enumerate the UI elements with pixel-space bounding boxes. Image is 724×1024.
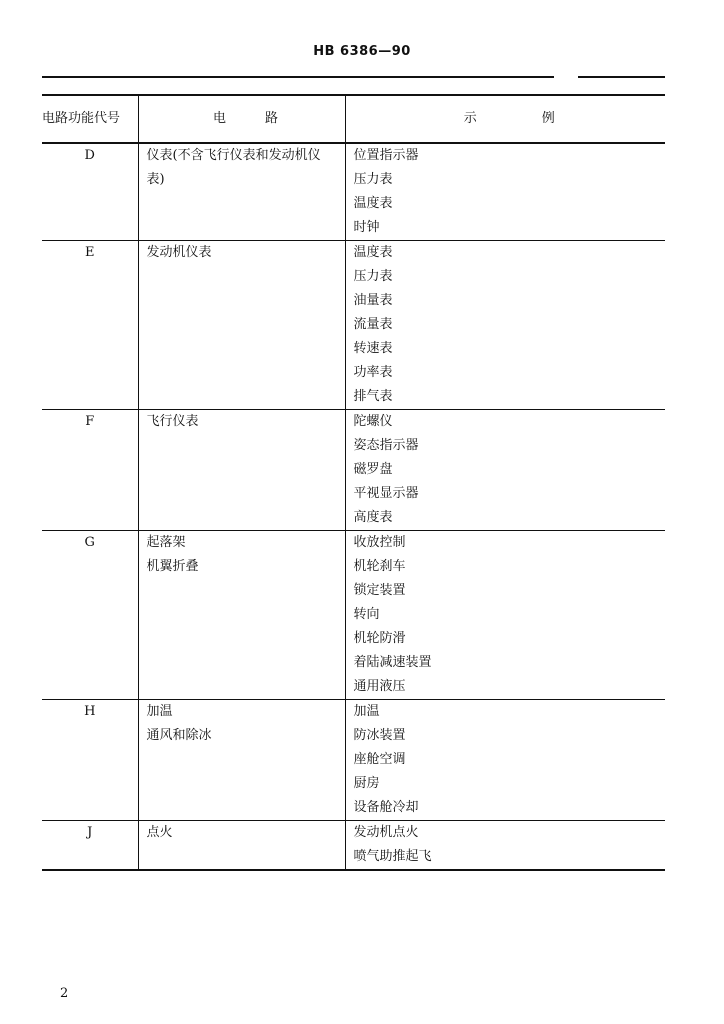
circuit-code-cell: G [42,531,138,700]
example-item: 座舱空调 [353,752,406,767]
example-item: 压力表 [353,172,393,187]
example-item: 姿态指示器 [353,438,419,453]
example-item: 压力表 [353,269,393,284]
example-item: 转向 [353,607,380,622]
circuit-line: 机翼折叠 [146,559,199,574]
circuit-function-table [42,94,665,871]
example-item: 厨房 [353,776,380,791]
examples-cell [345,241,665,410]
table-row [42,700,665,821]
table-row [42,821,665,871]
circuit-cell [138,821,345,871]
table-row [42,143,665,241]
examples-cell [345,700,665,821]
circuit-code-cell: H [42,700,138,821]
example-item: 锁定装置 [353,583,406,598]
example-item: 加温 [353,704,380,719]
example-item: 高度表 [353,510,393,525]
circuit-cell [138,700,345,821]
circuit-line: 飞行仪表 [146,414,199,429]
circuit-code-cell: F [42,410,138,531]
example-item: 发动机点火 [353,825,419,840]
column-header-examples: 示 例 [345,95,665,143]
example-item: 流量表 [353,317,393,332]
column-header-circuit: 电 路 [138,95,345,143]
circuit-code-cell: D [42,143,138,241]
example-item: 陀螺仪 [353,414,393,429]
header-rule-right [578,76,665,78]
table-row [42,241,665,410]
circuit-cell [138,241,345,410]
example-item: 转速表 [353,341,393,356]
circuit-code-cell: J [42,821,138,871]
example-item: 磁罗盘 [353,462,393,477]
example-item: 收放控制 [353,535,406,550]
example-item: 时钟 [353,220,380,235]
example-item: 平视显示器 [353,486,419,501]
table-row [42,531,665,700]
examples-cell [345,410,665,531]
examples-cell [345,821,665,871]
circuit-line: 发动机仪表 [146,245,212,260]
circuit-cell [138,410,345,531]
example-item: 机轮防滑 [353,631,406,646]
standard-code: HB 6386—90 [313,44,411,59]
example-item: 排气表 [353,389,393,404]
header-rule-left [42,76,554,78]
example-item: 喷气助推起飞 [353,849,432,864]
example-item: 油量表 [353,293,393,308]
example-item: 功率表 [353,365,393,380]
example-item: 通用液压 [353,679,406,694]
circuit-cell [138,143,345,241]
page-number: 2 [60,986,69,1001]
example-item: 机轮刹车 [353,559,406,574]
circuit-cell [138,531,345,700]
circuit-line: 加温 [146,704,173,719]
table-header-row [42,95,665,143]
circuit-code-cell: E [42,241,138,410]
circuit-line: 通风和除冰 [146,728,212,743]
circuit-line: 起落架 [146,535,186,550]
example-item: 温度表 [353,196,393,211]
example-item: 温度表 [353,245,393,260]
example-item: 防冰装置 [353,728,406,743]
circuit-line: 仪表(不含飞行仪表和发动机仪表) [146,148,321,187]
example-item: 位置指示器 [353,148,419,163]
example-item: 着陆减速装置 [353,655,432,670]
examples-cell [345,143,665,241]
examples-cell [345,531,665,700]
example-item: 设备舱冷却 [353,800,419,815]
table-row [42,410,665,531]
column-header-code: 电路功能代号 [42,95,138,143]
circuit-line: 点火 [146,825,173,840]
